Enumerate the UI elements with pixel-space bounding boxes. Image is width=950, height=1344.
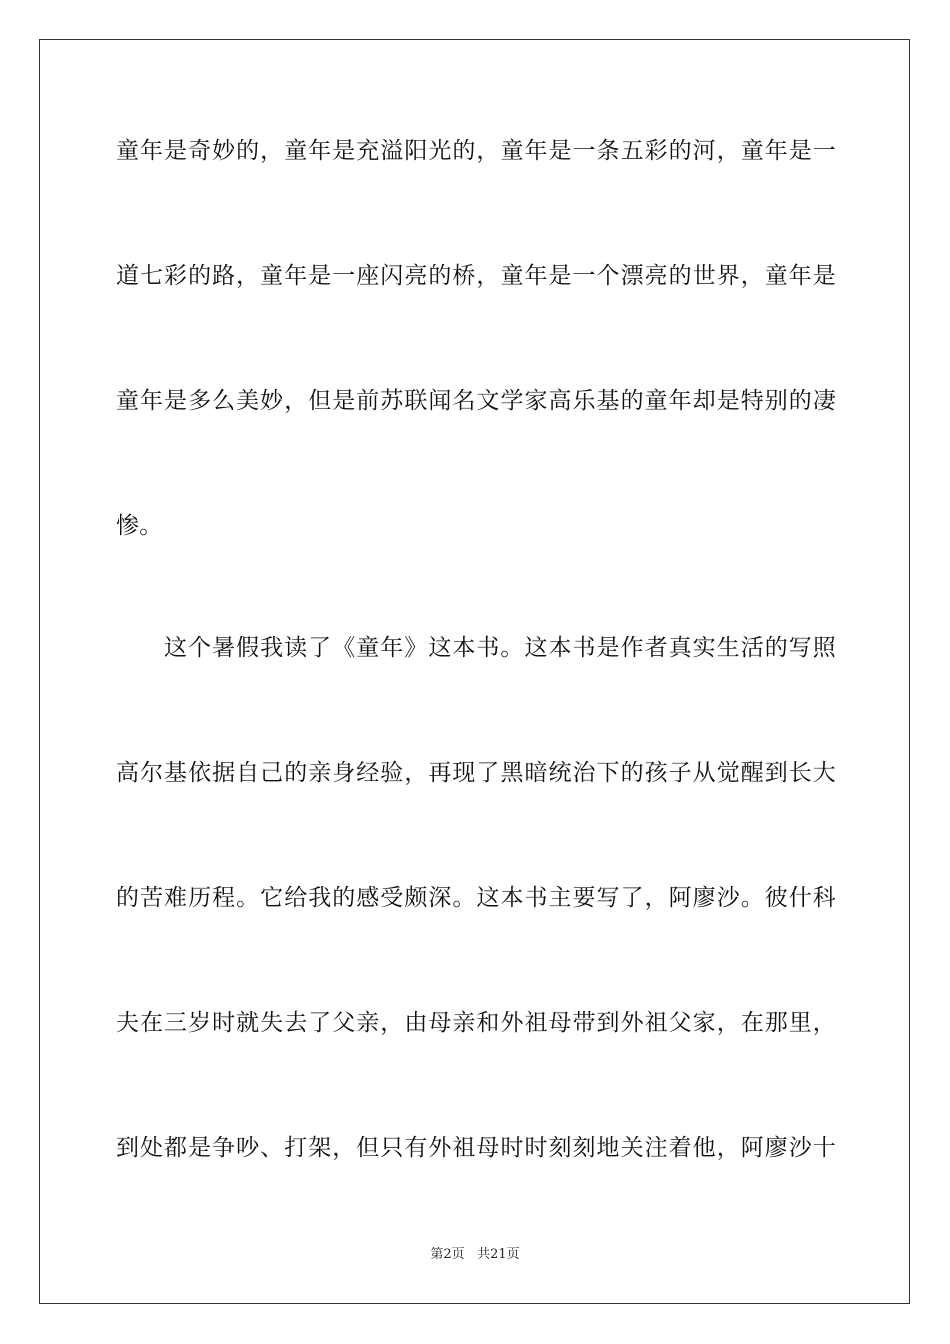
text-line-8: 夫在三岁时就失去了父亲，由母亲和外祖母带到外祖父家，在那里，: [116, 1010, 836, 1036]
text-line-9: 到处都是争吵、打架，但只有外祖母时时刻刻地关注着他，阿廖沙十: [116, 1135, 836, 1161]
text-line-7: 的苦难历程。它给我的感受颇深。这本书主要写了，阿廖沙。彼什科: [116, 885, 836, 911]
text-line-3: 童年是多么美妙，但是前苏联闻名文学家高乐基的童年却是特别的凄: [116, 388, 836, 414]
page-footer: [0, 1246, 950, 1264]
text-line-6: 高尔基依据自己的亲身经验，再现了黑暗统治下的孩子从觉醒到长大: [116, 760, 836, 786]
text-line-2: 道七彩的路，童年是一座闪亮的桥，童年是一个漂亮的世界，童年是: [116, 263, 836, 289]
page-number: 第2页: [430, 1247, 465, 1262]
text-line-4: 惨。: [116, 513, 163, 539]
total-pages: 共21页: [477, 1247, 520, 1262]
text-line-5: 这个暑假我读了《童年》这本书。这本书是作者真实生活的写照: [164, 635, 836, 661]
text-line-1: 童年是奇妙的，童年是充溢阳光的，童年是一条五彩的河，童年是一: [116, 138, 836, 164]
page-border: [39, 39, 910, 1304]
